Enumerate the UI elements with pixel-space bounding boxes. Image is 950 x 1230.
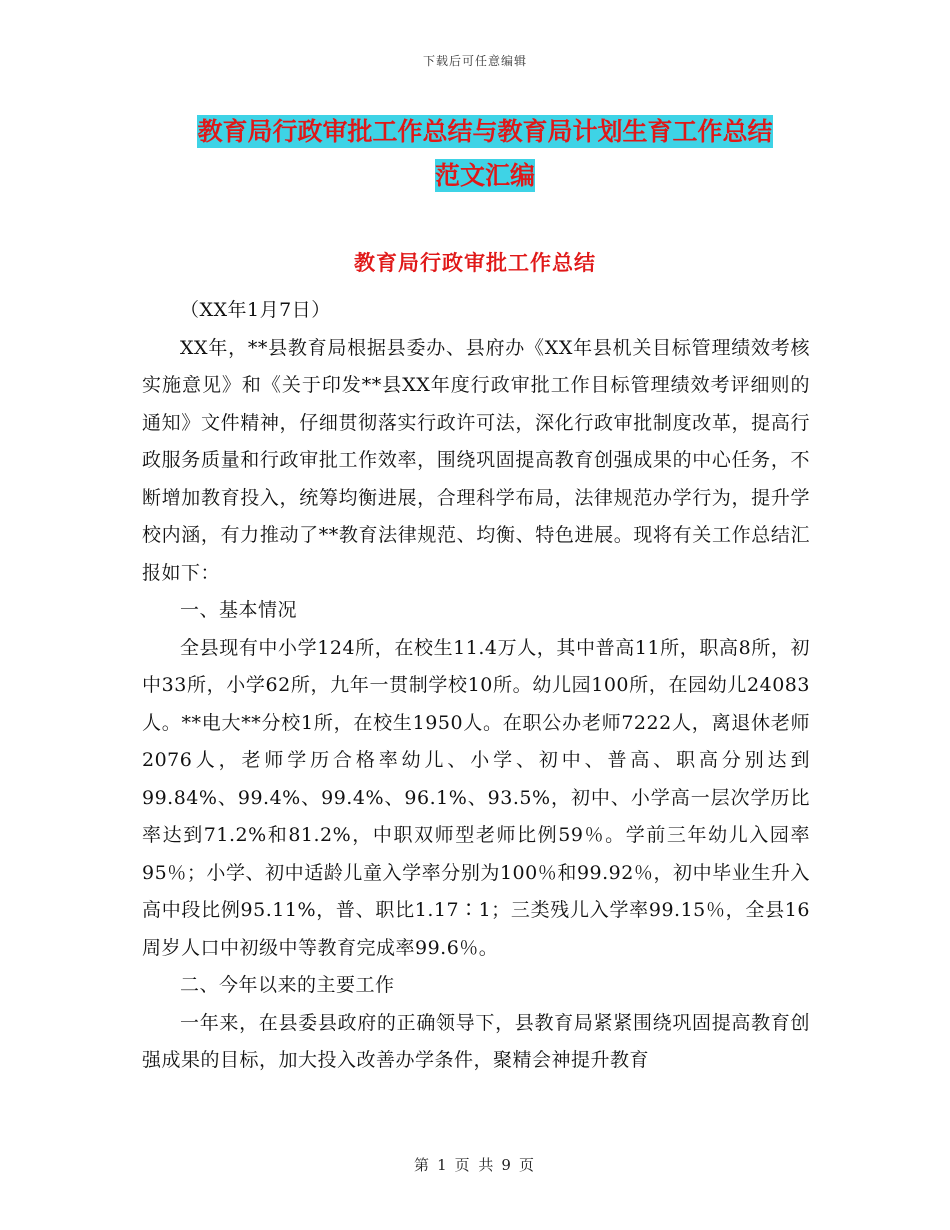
- document-title-line1: 教育局行政审批工作总结与教育局计划生育工作总结: [197, 117, 773, 146]
- page-footer: [0, 1154, 950, 1175]
- heading-basic-situation: 一、基本情况: [180, 599, 298, 621]
- footer-suffix: 页: [518, 1156, 536, 1174]
- date-line: （XX年1月7日）: [180, 299, 331, 321]
- footer-prefix: 第: [414, 1156, 432, 1174]
- document-body: [142, 292, 810, 1080]
- total-page-count: 9: [501, 1156, 513, 1174]
- footer-middle: 页 共: [454, 1156, 496, 1174]
- document-title: [140, 110, 830, 198]
- document-title-line2: 范文汇编: [434, 161, 535, 190]
- paragraph-intro: XX年，**县教育局根据县委办、县府办《XX年县机关目标管理绩效考核实施意见》和《关于印发**县XX年度行政审批工作目标管理绩效考评细则的通知》文件精神，仔细贯彻落实行政许可法，深化行政审批制度改革，提高行政服务质量和行政审批工作效率，围绕巩固提高教育创强成果的中心任务，不断增加教育投入，统筹均衡进展，合理科学布局，法律规范办学行为，提升学校内涵，有力推动了**教育法律规范、均衡、特色进展。现将有关工作总结汇报如下：: [142, 336, 810, 584]
- paragraph-main-work: 一年来，在县委县政府的正确领导下，县教育局紧紧围绕巩固提高教育创强成果的目标，加大投入改善办学条件，聚精会神提升教育: [142, 1011, 810, 1071]
- section-title: 教育局行政审批工作总结: [354, 251, 596, 275]
- page-header-note: 下载后可任意编辑: [422, 54, 527, 68]
- heading-main-work: 二、今年以来的主要工作: [180, 974, 395, 996]
- paragraph-basic-situation: 全县现有中小学124所，在校生11.4万人，其中普高11所，职高8所，初中33所，小学62所，九年一贯制学校10所。幼儿园100所，在园幼儿24083人。**电大**分校1所，在校生1950人。在职公办老师7222人，离退休老师2076人，老师学历合格率幼儿、小学、初中、普高、职高分别达到99.84%、99.4%、99.4%、96.1%、93.5%，初中、小学高一层次学历比率达到71.2%和81.2%，中职双师型老师比例59％。学前三年幼儿入园率95％；小学、初中适龄儿童入学率分别为100％和99.92％，初中毕业生升入高中段比例95.11%，普、职比1.17∶1；三类残儿入学率99.15％，全县16周岁人口中初级中等教育完成率99.6％。: [142, 636, 810, 959]
- current-page-number: 1: [437, 1156, 449, 1174]
